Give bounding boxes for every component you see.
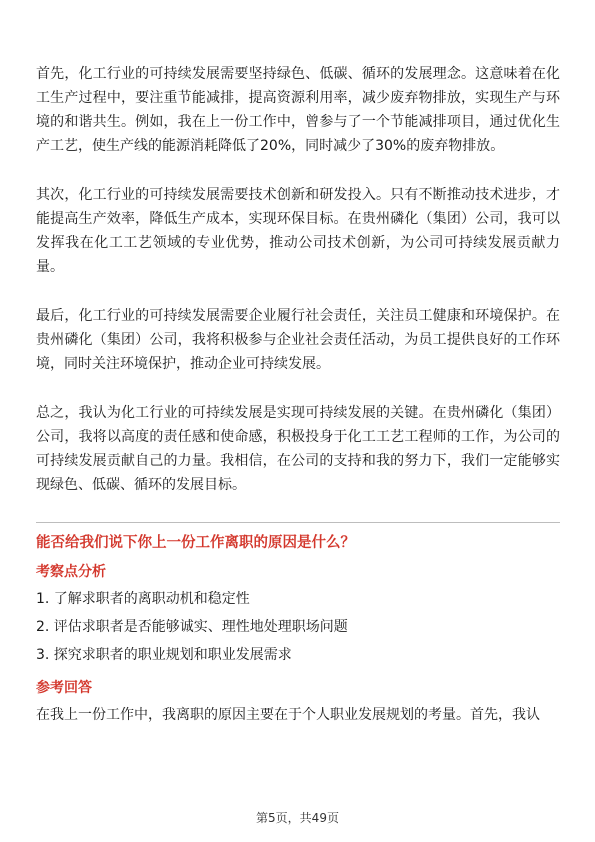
document-body (36, 62, 560, 727)
interview-question: 能否给我们说下你上一份工作离职的原因是什么？ (36, 535, 355, 551)
analysis-point: 1. 了解求职者的离职动机和稳定性 (36, 591, 250, 607)
section-divider (36, 522, 560, 523)
analysis-title: 考察点分析 (36, 564, 106, 580)
analysis-list (36, 587, 560, 667)
paragraph-second: 其次，化工行业的可持续发展需要技术创新和研发投入。只有不断推动技术进步，才能提高生产效率，降低生产成本，实现环保目标。在贵州磷化（集团）公司，我可以发挥我在化工工艺领域的专业优势，推动公司技术创新，为公司可持续发展贡献力量。 (36, 187, 560, 275)
answer-text: 在我上一份工作中，我离职的原因主要在于个人职业发展规划的考量。首先，我认 (36, 707, 540, 723)
analysis-point: 3. 探究求职者的职业规划和职业发展需求 (36, 647, 292, 663)
answer-title: 参考回答 (36, 680, 92, 696)
paragraph-third: 最后，化工行业的可持续发展需要企业履行社会责任，关注员工健康和环境保护。在贵州磷化（集团）公司，我将积极参与企业社会责任活动，为员工提供良好的工作环境，同时关注环境保护，推动企业可持续发展。 (36, 308, 560, 372)
paragraph-summary: 总之，我认为化工行业的可持续发展是实现可持续发展的关键。在贵州磷化（集团）公司，我将以高度的责任感和使命感，积极投身于化工工艺工程师的工作，为公司的可持续发展贡献自己的力量。我相信，在公司的支持和我的努力下，我们一定能够实现绿色、低碳、循环的发展目标。 (36, 405, 560, 493)
analysis-point: 2. 评估求职者是否能够诚实、理性地处理职场问题 (36, 619, 348, 635)
page-number-footer: 第5页，共49页 (256, 811, 339, 825)
paragraph-first: 首先，化工行业的可持续发展需要坚持绿色、低碳、循环的发展理念。这意味着在化工生产过程中，要注重节能减排，提高资源利用率，减少废弃物排放，实现生产与环境的和谐共生。例如，我在上一份工作中，曾参与了一个节能减排项目，通过优化生产工艺，使生产线的能源消耗降低了20%，同时减少了30%的废弃物排放。 (36, 66, 560, 154)
